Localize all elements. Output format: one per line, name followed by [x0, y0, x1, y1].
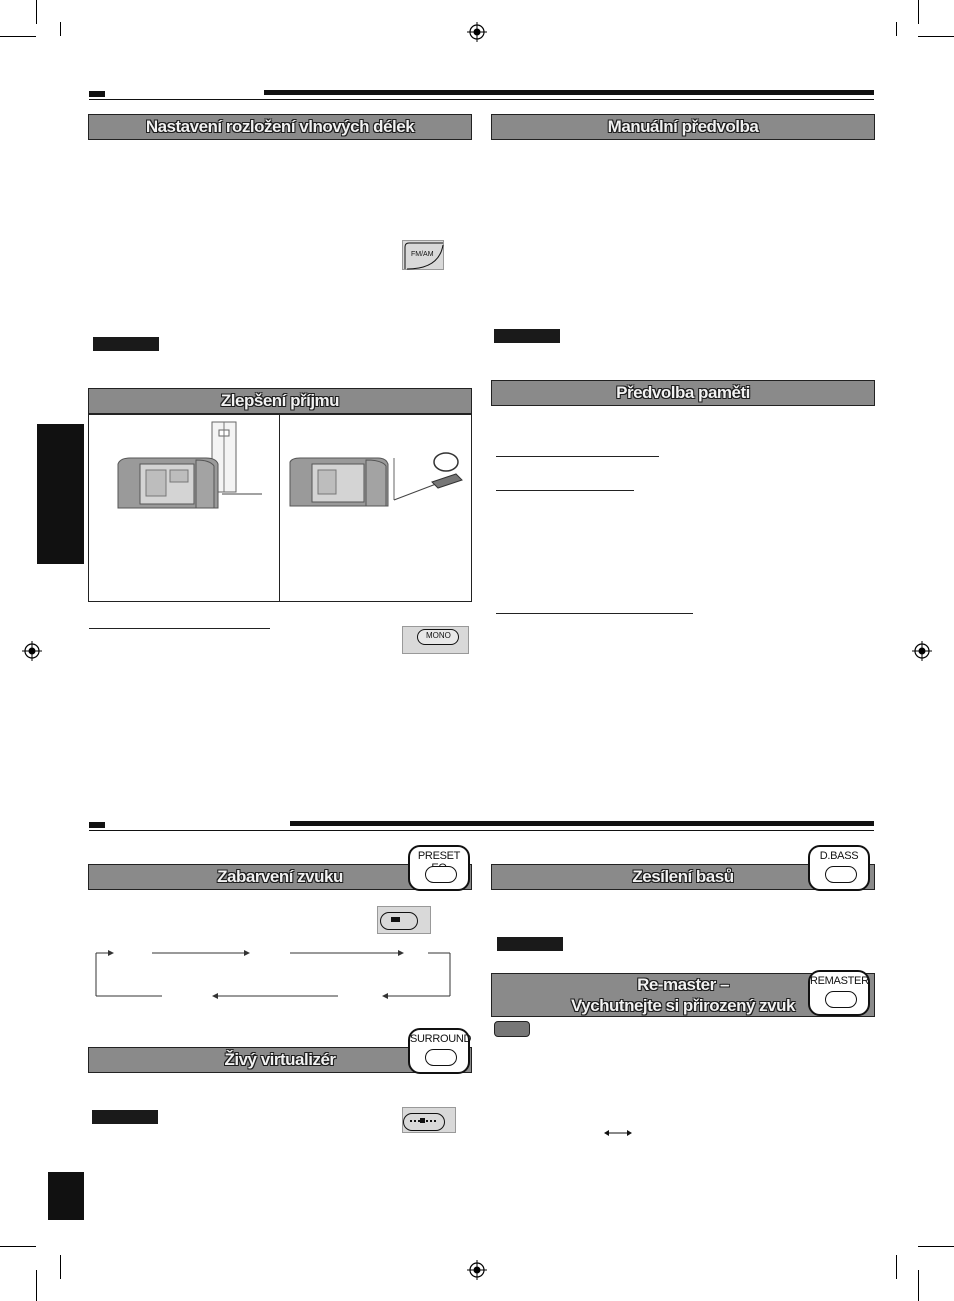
display-segment-icon	[391, 917, 400, 922]
eq-cycle-diagram	[94, 946, 456, 1002]
preset-eq-label: PRESET	[417, 850, 461, 862]
button-pill-icon	[425, 1049, 457, 1066]
chapter-rule-thin	[89, 99, 874, 100]
section-title: Živý virtualizér	[224, 1050, 336, 1069]
section-header-manual-tuning	[491, 114, 875, 140]
subheading-underline	[496, 613, 693, 614]
section-header-tuning-steps	[88, 114, 472, 140]
button-pill-icon	[425, 866, 457, 883]
remaster-badge	[494, 1021, 530, 1037]
registration-mark-icon	[22, 641, 42, 661]
crop-mark	[60, 1255, 61, 1279]
d-bass-button	[808, 845, 870, 891]
surround-center-icon	[420, 1118, 425, 1123]
button-pill-icon	[825, 866, 857, 883]
subheading-underline	[496, 456, 659, 457]
preset-eq-button	[408, 845, 470, 891]
fm-am-label: FM/AM	[411, 251, 434, 258]
chapter-rule	[264, 90, 874, 95]
crop-mark	[0, 1246, 36, 1247]
note-tag	[93, 337, 159, 351]
registration-mark-icon	[467, 22, 487, 42]
chapter-side-tab	[37, 424, 84, 564]
mono-button-illustration	[402, 626, 469, 654]
crop-mark	[918, 36, 954, 37]
crop-mark	[896, 22, 897, 36]
remaster-button	[808, 970, 870, 1016]
surround-display-illustration	[402, 1107, 456, 1133]
crop-mark	[36, 1270, 37, 1301]
note-tag	[92, 1110, 158, 1124]
crop-mark	[918, 1246, 954, 1247]
fm-am-button-illustration	[402, 240, 444, 270]
remaster-label: REMASTER	[810, 975, 869, 987]
section-title: Předvolba paměti	[616, 383, 750, 402]
chapter-rule	[290, 821, 874, 826]
crop-mark	[918, 0, 919, 24]
stereo-fm-antenna-illustration	[112, 420, 272, 520]
registration-mark-icon	[912, 641, 932, 661]
frame-divider	[279, 414, 280, 602]
left-right-arrow-icon	[604, 1128, 632, 1138]
page-number-tab	[48, 1172, 84, 1220]
section-header-reception	[88, 388, 472, 414]
d-bass-label: D.BASS	[819, 850, 859, 862]
section-header-preset-memory	[491, 380, 875, 406]
note-tag	[494, 329, 560, 343]
note-tag	[497, 937, 563, 951]
surround-button	[408, 1028, 470, 1074]
crop-mark	[896, 1255, 897, 1279]
section-title: Zabarvení zvuku	[217, 867, 343, 886]
registration-mark-icon	[467, 1260, 487, 1280]
mono-label: MONO	[426, 631, 451, 640]
chapter-tag	[89, 822, 105, 828]
chapter-tag	[89, 91, 105, 97]
section-title: Zesílení basů	[632, 867, 734, 886]
chapter-rule-thin	[89, 830, 874, 831]
eq-display-illustration	[377, 906, 431, 934]
button-pill-icon	[825, 991, 857, 1008]
subheading-underline	[496, 490, 634, 491]
section-title-line2: Vychutnejte si přirozený zvuk	[571, 996, 795, 1015]
crop-mark	[60, 22, 61, 36]
surround-label: SURROUND	[410, 1033, 472, 1045]
crop-mark	[0, 36, 36, 37]
stereo-am-antenna-illustration	[286, 448, 466, 518]
crop-mark	[36, 0, 37, 24]
section-title: Manuální předvolba	[607, 117, 759, 136]
section-title: Zlepšení příjmu	[220, 391, 340, 410]
section-title: Nastavení rozložení vlnových délek	[145, 117, 415, 136]
subheading-underline	[89, 628, 270, 629]
section-title-line1: Re-master –	[637, 975, 729, 994]
crop-mark	[918, 1270, 919, 1301]
